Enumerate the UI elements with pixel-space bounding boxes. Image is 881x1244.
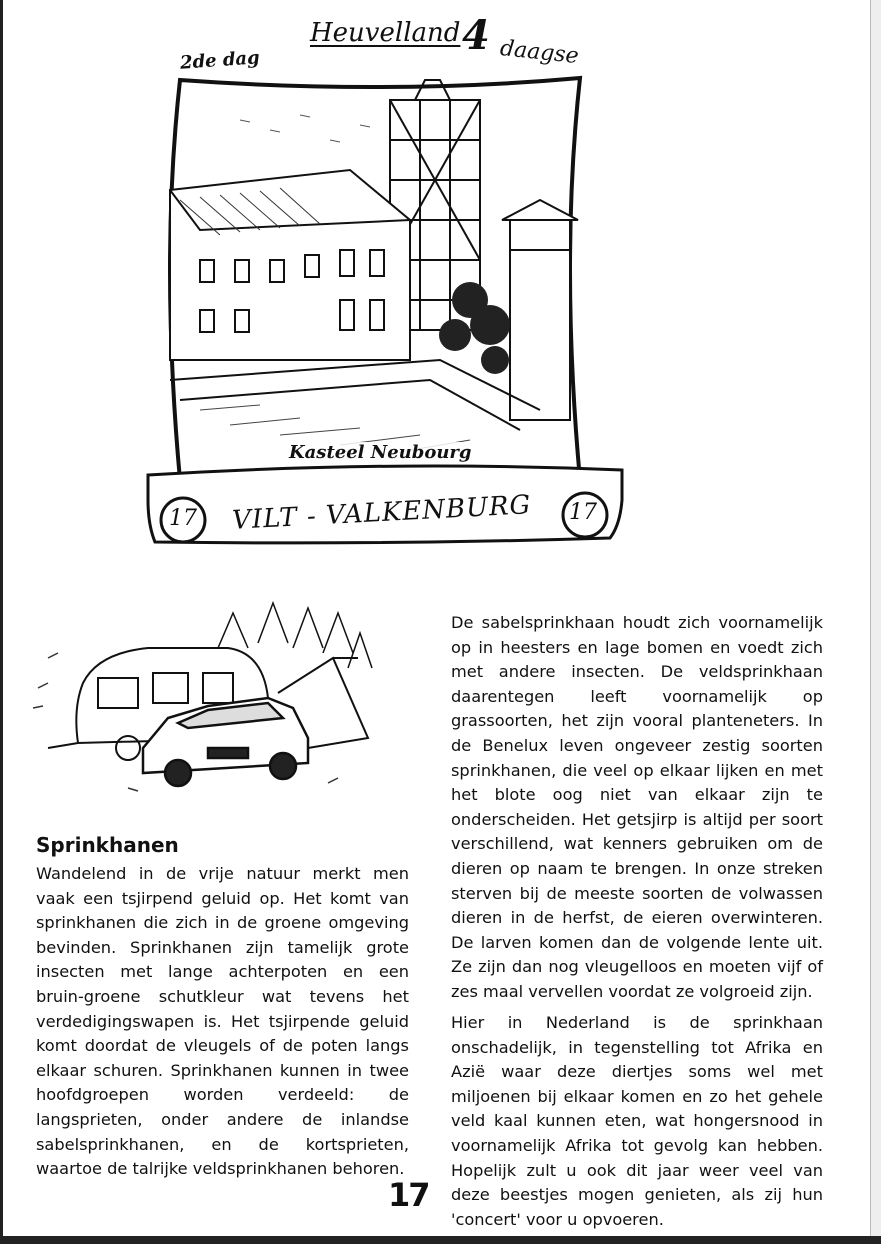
header-daagse: daagse xyxy=(498,35,580,70)
page-bottom-edge xyxy=(0,1236,881,1244)
moat-wall xyxy=(170,360,540,430)
page-right-edge xyxy=(870,0,881,1244)
route-banner-text: VILT - VALKENBURG xyxy=(231,490,533,536)
article-left-paragraph: Wandelend in de vrije natuur merkt men vaak een tsjirpend geluid op. Het komt van sprinkhanen die zich in de groene omgeving bevinden. Sprinkhanen zijn tamelijk grote insecten met lange achterpoten en een bruin-groene schutkleur wat tevens het verdedigingswapen is. Het tsjirpende geluid komt doordat de vleugels of de poten langs elkaar schuren. Sprinkhanen kunnen in twee hoofdgroepen worden verdeeld: de langsprieten, onder andere de inlandse sabelsprinkhanen, en de kortsprieten, waartoe de talrijke veldsprinkhanen behoren. xyxy=(36,864,409,1179)
article-right-paragraph-2: Hier in Nederland is de sprinkhaan onschadelijk, in tegenstelling tot Afrika en Azië waar deze diertjes soms wel met miljoenen bij elkaar komen en zo het gehele veld kaal kunnen eten, wat hongersnood in voornamelijk Afrika tot gevolg kan hebben. Hopelijk zult u ook dit jaar weer veel van deze beestjes mogen genieten, als zij hun 'concert' voor u opvoeren. xyxy=(451,1013,823,1229)
header-four: 4 xyxy=(462,12,490,59)
gate-pillar xyxy=(502,200,578,420)
camping-illustration xyxy=(28,598,398,803)
banner-number-right: 17 xyxy=(569,500,597,525)
sky-hatching xyxy=(240,115,370,142)
header-day-label: 2de dag xyxy=(179,47,261,74)
page-binding-edge xyxy=(0,0,3,1244)
article-heading: Sprinkhanen xyxy=(36,833,179,857)
banner-number-left: 17 xyxy=(169,506,197,531)
header-title: Heuvelland xyxy=(310,18,461,48)
castle-building xyxy=(170,170,410,360)
page-number: 17 xyxy=(388,1176,429,1214)
illustration-caption: Kasteel Neubourg xyxy=(289,442,472,463)
car-drawing xyxy=(143,698,308,786)
castle-illustration xyxy=(140,60,640,550)
article-right-paragraph-1: De sabelsprinkhaan houdt zich voornamelijk op in heesters en lage bomen en voedt zich met andere insecten. De veldsprinkhaan daarentegen leeft voornamelijk op grassoorten, het zijn vooral planteneters. In de Benelux leven ongeveer zestig soorten sprinkhanen, die veel op elkaar lijken en met het blote oog niet van elkaar zijn te onderscheiden. Het getsjirp is altijd per soort verschillend, wat kenners gebruiken om de dieren op naam te brengen. In onze streken sterven bij de meeste soorten de volwassen dieren in de herfst, de eieren overwinteren. De larven komen dan de volgende lente uit. Ze zijn dan nog vleugelloos en moeten vijf of zes maal vervellen voordat ze volgroeid zijn. xyxy=(451,613,823,1001)
